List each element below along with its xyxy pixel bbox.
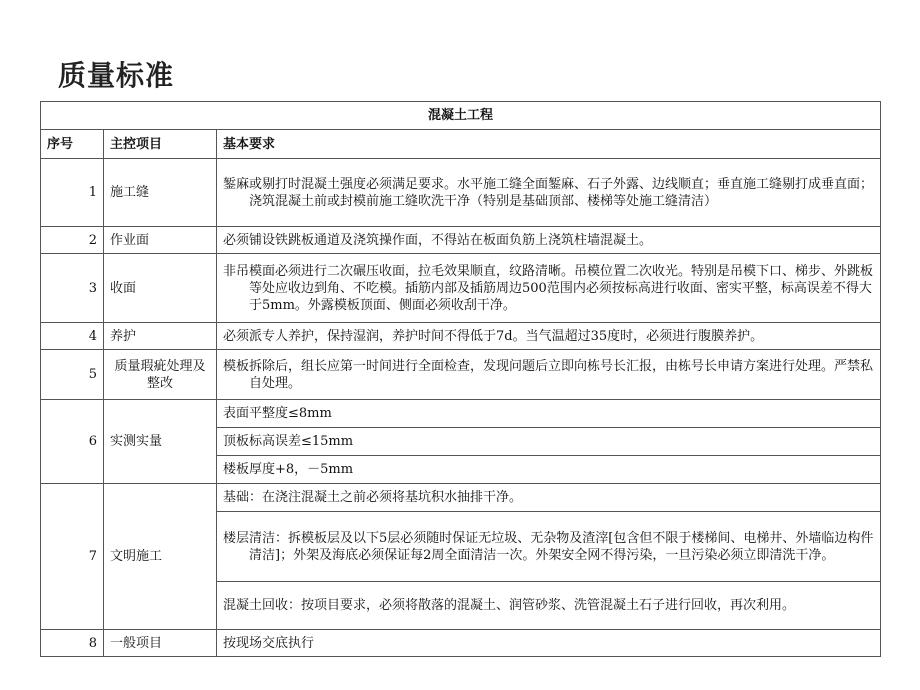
row-no: 1 [41,159,104,227]
row-requirement: 混凝土回收：按项目要求，必须将散落的混凝土、润管砂浆、洗管混凝土石子进行回收，再次利用。 [217,582,881,630]
row-requirement: 按现场交底执行 [217,630,881,657]
table-row [41,227,881,254]
row-item: 收面 [104,254,217,323]
row-no: 2 [41,227,104,254]
row-no: 7 [41,484,104,630]
row-requirement: 楼板厚度+8，－5mm [217,456,881,484]
row-requirement: 必须派专人养护，保持湿润，养护时间不得低于7d。当气温超过35度时，必须进行腹膜养护。 [217,323,881,350]
row-requirement: 基础：在浇注混凝土之前必须将基坑积水抽排干净。 [217,484,881,512]
row-no: 8 [41,630,104,657]
row-requirement: 楼层清洁：拆模板层及以下5层必须随时保证无垃圾、无杂物及渣滓[包含但不限于楼梯间、电梯井、外墙临边构件清洁]；外架及海底必须保证每2周全面清洁一次。外架安全网不得污染，一旦污染必须立即清洗干净。 [217,512,881,582]
row-no: 4 [41,323,104,350]
row-item: 养护 [104,323,217,350]
table-header-row [41,130,881,159]
table-row [41,323,881,350]
row-requirement: 顶板标高误差≤15mm [217,428,881,456]
header-no: 序号 [41,130,104,159]
row-no: 3 [41,254,104,323]
quality-standard-table [40,101,881,657]
row-item: 质量瑕疵处理及整改 [104,350,217,400]
table-caption-row [41,102,881,130]
row-requirement: 非吊模面必须进行二次碾压收面，拉毛效果顺直，纹路清晰。吊模位置二次收光。特别是吊模下口、梯步、外跳板等处应收边到角、不吃模。插筋内部及插筋周边500范围内必须按标高进行收面、密实平整，标高误差不得大于5mm。外露模板顶面、侧面必须收刮干净。 [217,254,881,323]
table-row [41,484,881,512]
row-item: 施工缝 [104,159,217,227]
table-caption: 混凝土工程 [41,102,881,130]
header-requirement: 基本要求 [217,130,881,159]
row-requirement: 必须铺设铁跳板通道及浇筑操作面，不得站在板面负筋上浇筑柱墙混凝土。 [217,227,881,254]
page-title: 质量标准 [58,59,175,92]
row-item: 一般项目 [104,630,217,657]
table-row [41,254,881,323]
row-requirement: 錾麻或剔打时混凝土强度必须满足要求。水平施工缝全面錾麻、石子外露、边线顺直；垂直施工缝剔打成垂直面；浇筑混凝土前或封模前施工缝吹洗干净（特别是基础顶部、楼梯等处施工缝清洁） [217,159,881,227]
row-item: 作业面 [104,227,217,254]
row-item: 文明施工 [104,484,217,630]
table-row [41,350,881,400]
header-item: 主控项目 [104,130,217,159]
row-no: 6 [41,400,104,484]
row-item: 实测实量 [104,400,217,484]
row-requirement: 表面平整度≤8mm [217,400,881,428]
table-row [41,159,881,227]
row-no: 5 [41,350,104,400]
table-row [41,400,881,428]
table-row [41,630,881,657]
row-requirement: 模板拆除后，组长应第一时间进行全面检查，发现问题后立即向栋号长汇报，由栋号长申请方案进行处理。严禁私自处理。 [217,350,881,400]
